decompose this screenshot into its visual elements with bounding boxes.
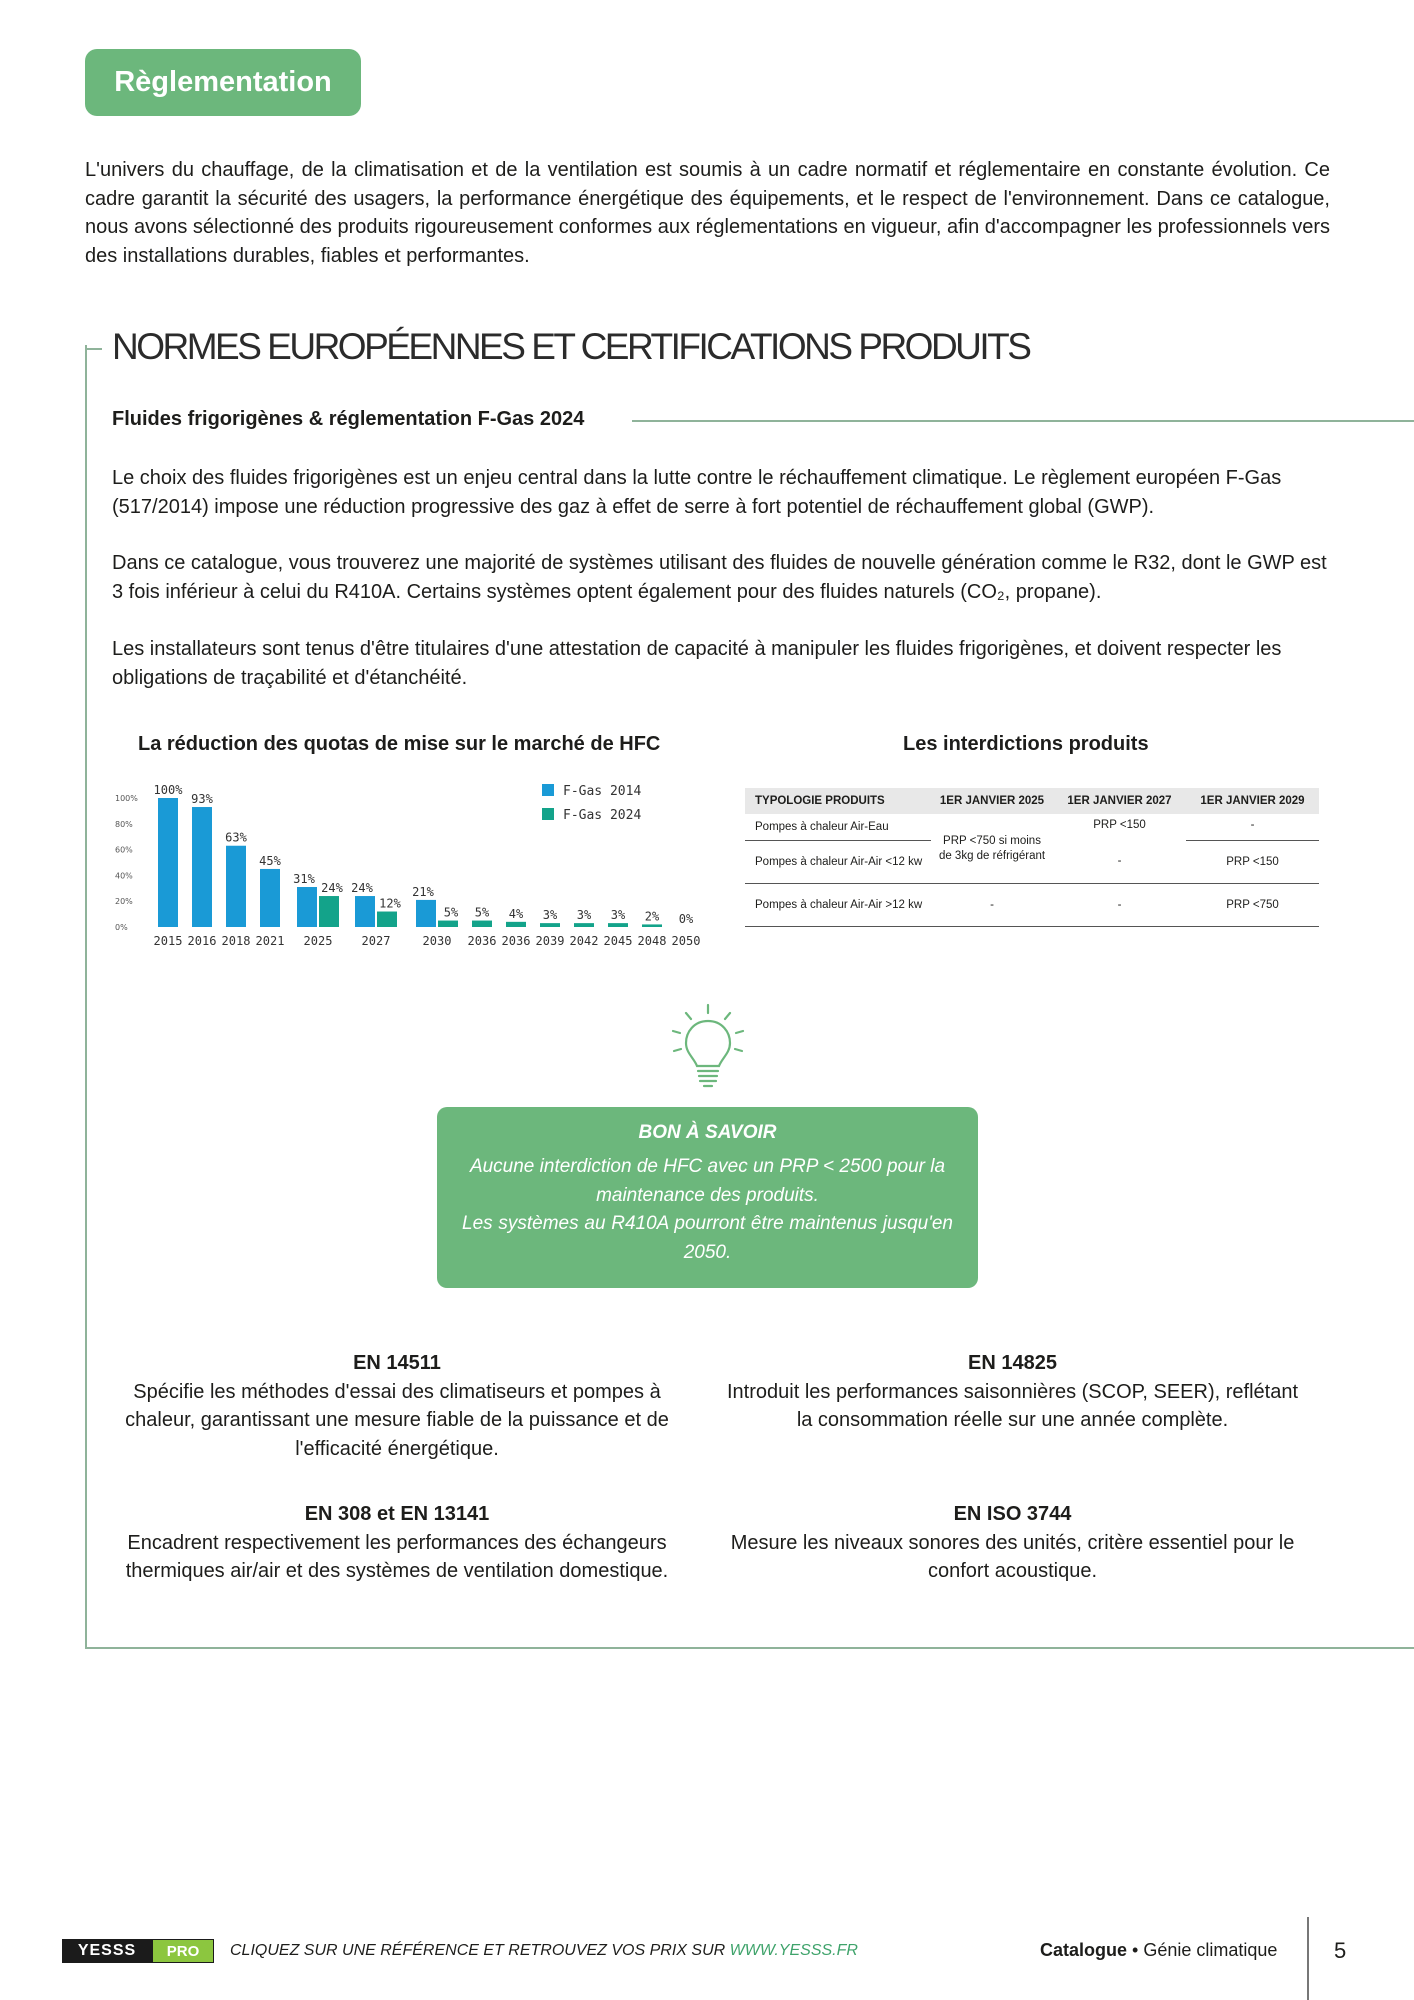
- x-tick-label: 2030: [422, 934, 452, 948]
- bar-value-label: 3%: [542, 908, 558, 923]
- footer-url-link[interactable]: WWW.YESSS.FR: [729, 1942, 858, 1959]
- footer-catalogue: [1040, 1940, 1277, 1961]
- tip-box: [437, 1107, 978, 1288]
- chart-legend: [542, 784, 641, 823]
- bar-2045-fgas2024: [608, 923, 628, 927]
- bar-value-label: 93%: [191, 792, 213, 807]
- bar-value-label: 45%: [259, 853, 281, 868]
- subheading-fgas: Fluides frigorigènes & réglementation F-Gas 2024: [112, 408, 585, 430]
- cell-2025: PRP <750 si moins de 3kg de réfrigérant: [931, 814, 1053, 884]
- cell-2029: PRP <750: [1186, 884, 1319, 927]
- paragraph-installateurs: Les installateurs sont tenus d'être titulaires d'une attestation de capacité à manipuler les fluides frigorigènes, et doivent respecter les obligations de traçabilité et d'étanchéité.: [112, 638, 1282, 689]
- y-tick-label: 100%: [115, 794, 138, 803]
- norm-code: EN ISO 3744: [953, 1503, 1072, 1525]
- y-tick-label: 80%: [115, 819, 133, 829]
- table-row: [745, 814, 1319, 841]
- logo-yesss: YESSS: [62, 1939, 152, 1963]
- legend-label-fgas2024: F-Gas 2024: [563, 808, 642, 823]
- logo-pro: PRO: [152, 1939, 214, 1963]
- norm-description: Encadrent respectivement les performances des échangeurs thermiques air/air et des systèmes de ventilation domestique.: [125, 1531, 669, 1582]
- tip-line-2: Les systèmes au R410A pourront être maintenus jusqu'en 2050.: [462, 1213, 953, 1263]
- norm-en308-en13141: [112, 1500, 682, 1586]
- frame-left-rule: [85, 345, 87, 1649]
- bar-value-label: 2%: [644, 909, 660, 924]
- legend-swatch-fgas2014: [542, 784, 554, 796]
- bar-2027-fgas2014: [355, 896, 375, 927]
- x-tick-label: 2036: [501, 934, 531, 948]
- y-tick-label: 0%: [115, 923, 128, 932]
- bar-value-label: 31%: [293, 872, 315, 887]
- header-2027: 1ER JANVIER 2027: [1053, 788, 1186, 814]
- interdictions-table: [745, 788, 1319, 927]
- bar-2030-fgas2024: [438, 921, 458, 927]
- footer-catalogue-label: Catalogue: [1040, 1940, 1128, 1960]
- x-tick-label: 2050: [671, 934, 701, 948]
- chart-title: La réduction des quotas de mise sur le marché de HFC: [138, 733, 661, 755]
- y-axis-ticks: [115, 794, 138, 932]
- norm-code: EN 14511: [353, 1352, 441, 1374]
- bar-value-label: 12%: [379, 896, 401, 911]
- cell-2027: -: [1053, 884, 1186, 927]
- tip-title: BON À SAVOIR: [638, 1122, 777, 1143]
- intro-paragraph: L'univers du chauffage, de la climatisation et de la ventilation est soumis à un cadre normatif et réglementaire en constante évolution. Ce cadre garantit la sécurité des usagers, la performance énergétique des équipements, et le respect de l'environnement. Dans ce catalogue, nous avons sélectionné des produits rigoureusement conformes aux réglementations en vigueur, afin d'accompagner les professionnels vers des installations durables, fiables et performantes.: [85, 159, 1330, 267]
- x-tick-label: 2039: [535, 934, 565, 948]
- x-tick-label: 2016: [187, 934, 217, 948]
- header-2029: 1ER JANVIER 2029: [1186, 788, 1319, 814]
- cell-2029: -: [1186, 814, 1319, 841]
- norm-code: EN 14825: [968, 1352, 1057, 1374]
- x-axis-labels: [154, 934, 701, 948]
- x-tick-label: 2045: [603, 934, 633, 948]
- bar-2042-fgas2024: [574, 923, 594, 927]
- bar-value-label: 5%: [474, 905, 490, 920]
- bar-2016-fgas2014: [192, 807, 212, 927]
- table-row: [745, 884, 1319, 927]
- header-2025: 1ER JANVIER 2025: [931, 788, 1053, 814]
- footer-cta-text: CLIQUEZ SUR UNE RÉFÉRENCE ET RETROUVEZ VOS PRIX SUR: [230, 1942, 726, 1959]
- cell-2027: -: [1053, 841, 1186, 884]
- bar-2030-fgas2014: [416, 900, 436, 927]
- bar-value-label: 3%: [576, 908, 592, 923]
- y-tick-label: 60%: [115, 845, 133, 855]
- norm-description: Mesure les niveaux sonores des unités, critère essentiel pour le confort acoustique.: [730, 1531, 1295, 1582]
- norm-description: Spécifie les méthodes d'essai des climatiseurs et pompes à chaleur, garantissant une mesure fiable de la puissance et de l'efficacité énergétique.: [125, 1380, 669, 1460]
- cell-typologie: Pompes à chaleur Air-Air >12 kw: [745, 884, 931, 927]
- x-tick-label: 2048: [637, 934, 667, 948]
- norm-eniso3744: [725, 1500, 1300, 1586]
- x-tick-label: 2015: [153, 934, 183, 948]
- cell-2025: -: [931, 884, 1053, 927]
- cell-2027: PRP <150: [1093, 819, 1146, 831]
- yesss-pro-logo[interactable]: [62, 1939, 214, 1963]
- frame-bottom-rule: [85, 1647, 1414, 1649]
- legend-swatch-fgas2024: [542, 808, 554, 820]
- page-number: 5: [1334, 1938, 1347, 1963]
- y-tick-label: 40%: [115, 871, 133, 881]
- bar-value-label: 3%: [610, 908, 626, 923]
- norm-code: EN 308 et EN 13141: [304, 1503, 490, 1525]
- bar-value-label: 21%: [412, 884, 434, 899]
- hfc-quota-chart: [110, 770, 710, 955]
- x-tick-label: 2025: [303, 934, 333, 948]
- footer-cta: [230, 1942, 858, 1960]
- bar-2021-fgas2014: [260, 869, 280, 927]
- bar-value-label: 100%: [153, 783, 183, 797]
- x-tick-label: 2027: [361, 934, 391, 948]
- lightbulb-icon: [668, 1003, 748, 1093]
- norm-description: Introduit les performances saisonnières (SCOP, SEER), reflétant la consommation réelle sur une année complète.: [727, 1380, 1298, 1431]
- tip-line-1: Aucune interdiction de HFC avec un PRP < 2500 pour la maintenance des produits.: [469, 1156, 946, 1206]
- bar-value-label: 0%: [678, 912, 694, 926]
- x-tick-label: 2021: [255, 934, 285, 948]
- x-tick-label: 2018: [221, 934, 251, 948]
- paragraph-fgas-intro: Le choix des fluides frigorigènes est un enjeu central dans la lutte contre le réchauffement climatique. Le règlement européen F-Gas (517/2014) impose une réduction progressive des gaz à effet de serre à fort potentiel de réchauffement global (GWP).: [112, 467, 1282, 518]
- frame-tick: [85, 348, 102, 350]
- bar-2015-fgas2014: [158, 798, 178, 927]
- interdictions-title: Les interdictions produits: [903, 733, 1149, 755]
- paragraph-r32: Dans ce catalogue, vous trouverez une majorité de systèmes utilisant des fluides de nouvelle génération comme le R32, dont le GWP est 3 fois inférieur à celui du R410A. Certains systèmes optent également pour des fluides naturels (CO₂, propane).: [112, 552, 1327, 603]
- footer-bullet: •: [1132, 1940, 1144, 1960]
- bar-2036-fgas2024: [472, 921, 492, 927]
- bar-value-label: 4%: [508, 906, 524, 921]
- x-tick-label: 2042: [569, 934, 599, 948]
- bar-2018-fgas2014: [226, 846, 246, 927]
- y-tick-label: 20%: [115, 897, 133, 907]
- bar-value-label: 24%: [321, 881, 343, 896]
- section-badge: Règlementation: [85, 49, 361, 116]
- bar-2025-fgas2014: [297, 887, 317, 927]
- bar-2036-fgas2024: [506, 922, 526, 927]
- x-tick-label: 2036: [467, 934, 497, 948]
- bar-value-label: 63%: [225, 830, 247, 845]
- footer-category: Génie climatique: [1143, 1940, 1278, 1960]
- norm-en14511: [112, 1349, 682, 1463]
- tip-text: [457, 1153, 958, 1267]
- cell-typologie: Pompes à chaleur Air-Air <12 kw: [745, 841, 931, 884]
- bar-2027-fgas2024: [377, 912, 397, 927]
- bar-2039-fgas2024: [540, 923, 560, 927]
- header-typologie: TYPOLOGIE PRODUITS: [745, 788, 931, 814]
- bar-2048-fgas2024: [642, 924, 662, 927]
- section-title: NORMES EUROPÉENNES ET CERTIFICATIONS PRODUITS: [112, 326, 1030, 367]
- legend-label-fgas2014: F-Gas 2014: [563, 784, 642, 799]
- bar-value-label: 5%: [443, 905, 459, 920]
- bar-2025-fgas2024: [319, 896, 339, 927]
- cell-typologie: Pompes à chaleur Air-Eau: [745, 814, 931, 841]
- cell-2029: PRP <150: [1186, 841, 1319, 884]
- bar-value-label: 24%: [351, 881, 373, 896]
- norm-en14825: [725, 1349, 1300, 1435]
- subheading-rule: [632, 420, 1414, 422]
- footer-divider: [1307, 1917, 1309, 2000]
